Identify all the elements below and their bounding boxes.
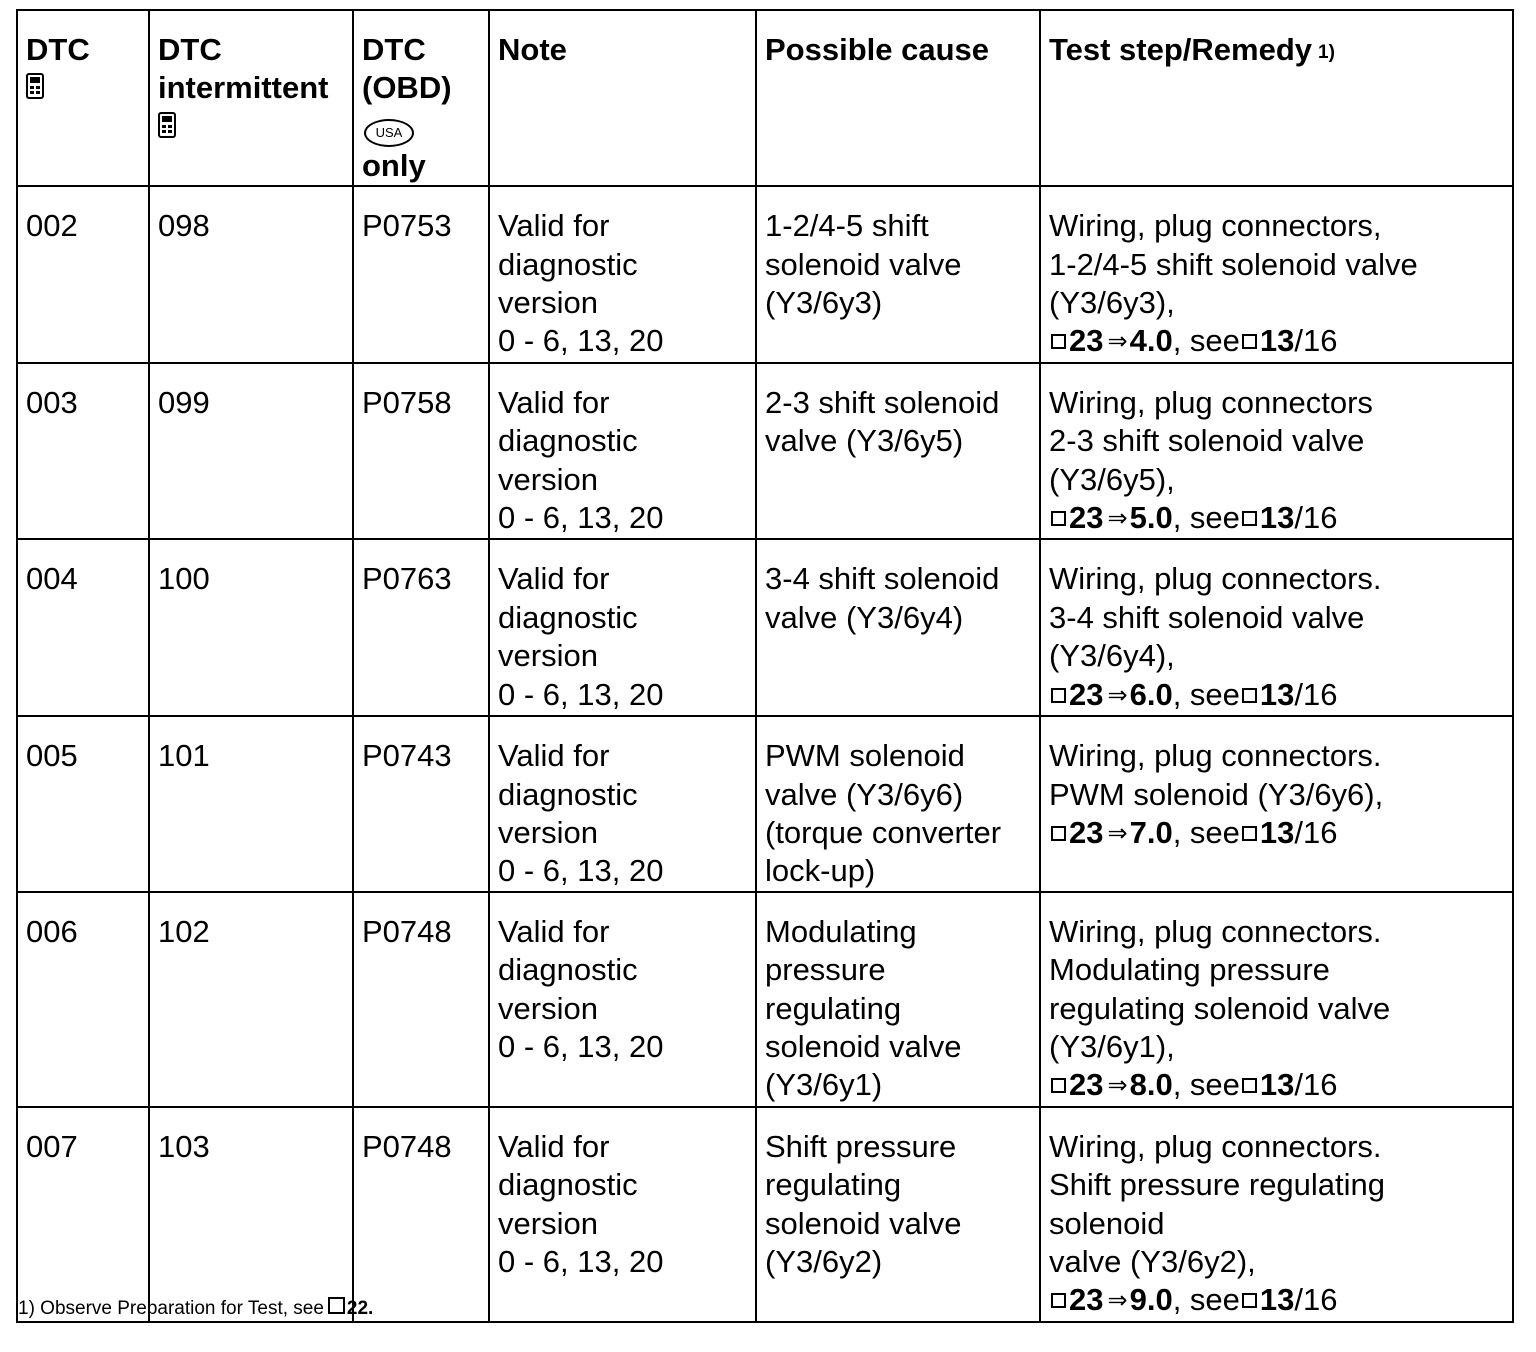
- note-cell: Valid for diagnostic version 0 - 6, 13, 20: [489, 539, 756, 716]
- test-reference: [1049, 814, 1504, 853]
- doc-ref-box-icon: [1242, 1293, 1257, 1308]
- ref-step: 4.0: [1129, 323, 1173, 359]
- test-step-cell: Wiring, plug connectors. Modulating pressure regulating solenoid valve (Y3/6y1), 23 ⇒8.0, see 13/16: [1040, 892, 1513, 1107]
- dtc-code: 004: [17, 539, 149, 716]
- header-possible-cause: Possible cause: [756, 10, 1040, 186]
- doc-ref-box-icon: [1242, 826, 1257, 841]
- ref-doc: 13: [1259, 323, 1295, 359]
- possible-cause-cell: 2-3 shift solenoid valve (Y3/6y5): [756, 363, 1040, 540]
- test-reference: [1049, 1281, 1504, 1320]
- possible-cause-cell: 3-4 shift solenoid valve (Y3/6y4): [756, 539, 1040, 716]
- footnote-marker: 1): [1318, 42, 1335, 63]
- table-row: [17, 1107, 1513, 1322]
- header-test-step: Test step/Remedy 1): [1040, 10, 1513, 186]
- ref-doc: 13: [1259, 1067, 1295, 1103]
- see-label: , see: [1172, 1282, 1240, 1318]
- dtc-code: 002: [17, 186, 149, 363]
- page-ref-box-icon: [1051, 511, 1066, 526]
- ref-page: 23: [1069, 1282, 1104, 1318]
- dtc-obd-code: P0748: [353, 892, 489, 1107]
- possible-cause-cell: 1-2/4-5 shift solenoid valve (Y3/6y3): [756, 186, 1040, 363]
- ref-step: 9.0: [1129, 1282, 1173, 1318]
- ref-doc-page: /16: [1294, 1282, 1338, 1318]
- doc-ref-box-icon: [1242, 688, 1257, 703]
- dtc-intermittent-code: 100: [149, 539, 353, 716]
- note-cell: Valid for diagnostic version 0 - 6, 13, 20: [489, 186, 756, 363]
- test-reference: [1049, 676, 1504, 715]
- ref-doc: 13: [1259, 1282, 1295, 1318]
- ref-doc: 13: [1259, 814, 1295, 850]
- table-row: [17, 539, 1513, 716]
- possible-cause-cell: Modulating pressure regulating solenoid valve (Y3/6y1): [756, 892, 1040, 1107]
- arrow-right-icon: ⇒: [1107, 819, 1128, 847]
- ref-page: 23: [1069, 323, 1104, 359]
- table-row: [17, 716, 1513, 892]
- see-label: , see: [1172, 323, 1240, 359]
- ref-doc-page: /16: [1294, 1067, 1338, 1103]
- note-cell: Valid for diagnostic version 0 - 6, 13, 20: [489, 892, 756, 1107]
- dtc-intermittent-code: 103: [149, 1107, 353, 1322]
- possible-cause-cell: PWM solenoid valve (Y3/6y6) (torque converter lock-up): [756, 716, 1040, 892]
- dtc-obd-code: P0763: [353, 539, 489, 716]
- test-step-cell: Wiring, plug connectors. Shift pressure regulating solenoid valve (Y3/6y2), 23 ⇒9.0, see 13/16: [1040, 1107, 1513, 1322]
- dtc-code: 003: [17, 363, 149, 540]
- tester-icon: [26, 73, 44, 99]
- dtc-intermittent-code: 101: [149, 716, 353, 892]
- ref-step: 8.0: [1129, 1067, 1173, 1103]
- arrow-right-icon: ⇒: [1107, 1072, 1128, 1100]
- usa-badge-icon: USA: [364, 119, 414, 147]
- test-step-cell: Wiring, plug connectors. PWM solenoid (Y3/6y6), 23 ⇒7.0, see 13/16: [1040, 716, 1513, 892]
- test-reference: [1049, 322, 1504, 361]
- note-cell: Valid for diagnostic version 0 - 6, 13, 20: [489, 1107, 756, 1322]
- dtc-obd-code: P0753: [353, 186, 489, 363]
- ref-page: 23: [1069, 1067, 1104, 1103]
- arrow-right-icon: ⇒: [1107, 681, 1128, 709]
- header-dtc: DTC: [17, 10, 149, 186]
- dtc-intermittent-code: 098: [149, 186, 353, 363]
- ref-page: 23: [1069, 814, 1104, 850]
- ref-page: 23: [1069, 676, 1104, 712]
- tester-icon: [158, 112, 176, 138]
- test-step-cell: Wiring, plug connectors, 1-2/4-5 shift solenoid valve (Y3/6y3), 23 ⇒4.0, see 13/16: [1040, 186, 1513, 363]
- ref-doc: 13: [1259, 676, 1295, 712]
- table-row: [17, 186, 1513, 363]
- dtc-intermittent-code: 099: [149, 363, 353, 540]
- table-header-row: [17, 10, 1513, 186]
- test-reference: [1049, 1066, 1504, 1105]
- note-cell: Valid for diagnostic version 0 - 6, 13, 20: [489, 716, 756, 892]
- ref-step: 5.0: [1129, 500, 1173, 536]
- possible-cause-cell: Shift pressure regulating solenoid valve (Y3/6y2): [756, 1107, 1040, 1322]
- doc-ref-box-icon: [1242, 334, 1257, 349]
- see-label: , see: [1172, 814, 1240, 850]
- ref-step: 7.0: [1129, 814, 1173, 850]
- dtc-obd-code: P0758: [353, 363, 489, 540]
- page-ref-box-icon: [1051, 1078, 1066, 1093]
- ref-page: 23: [1069, 500, 1104, 536]
- dtc-code: 007: [17, 1107, 149, 1322]
- doc-ref-box-icon: [1242, 511, 1257, 526]
- ref-step: 6.0: [1129, 676, 1173, 712]
- arrow-right-icon: ⇒: [1107, 505, 1128, 533]
- page-ref-box-icon: [1051, 1293, 1066, 1308]
- table-row: [17, 363, 1513, 540]
- header-dtc-obd: DTC (OBD) USA only: [353, 10, 489, 186]
- ref-doc-page: /16: [1294, 676, 1338, 712]
- page-ref-box-icon: [1051, 688, 1066, 703]
- dtc-obd-code: P0743: [353, 716, 489, 892]
- ref-doc-page: /16: [1294, 814, 1338, 850]
- arrow-right-icon: ⇒: [1107, 1287, 1128, 1315]
- page-ref-box-icon: [1051, 334, 1066, 349]
- header-note: Note: [489, 10, 756, 186]
- page-ref-box-icon: [1051, 826, 1066, 841]
- dtc-intermittent-code: 102: [149, 892, 353, 1107]
- dtc-code: 005: [17, 716, 149, 892]
- ref-doc-page: /16: [1294, 500, 1338, 536]
- dtc-code: 006: [17, 892, 149, 1107]
- ref-doc: 13: [1259, 500, 1295, 536]
- page-ref-box-icon: [328, 1297, 345, 1314]
- test-reference: [1049, 499, 1504, 538]
- dtc-table: [16, 9, 1514, 1323]
- table-row: [17, 892, 1513, 1107]
- footnote: 1) Observe Preparation for Test, see 22.: [18, 1298, 374, 1319]
- ref-doc-page: /16: [1294, 323, 1338, 359]
- test-step-cell: Wiring, plug connectors 2-3 shift solenoid valve (Y3/6y5), 23 ⇒5.0, see 13/16: [1040, 363, 1513, 540]
- note-cell: Valid for diagnostic version 0 - 6, 13, 20: [489, 363, 756, 540]
- test-step-cell: Wiring, plug connectors. 3-4 shift solenoid valve (Y3/6y4), 23 ⇒6.0, see 13/16: [1040, 539, 1513, 716]
- doc-ref-box-icon: [1242, 1078, 1257, 1093]
- arrow-right-icon: ⇒: [1107, 328, 1128, 356]
- see-label: , see: [1172, 500, 1240, 536]
- see-label: , see: [1172, 676, 1240, 712]
- see-label: , see: [1172, 1067, 1240, 1103]
- header-dtc-intermittent: DTC intermittent: [149, 10, 353, 186]
- dtc-obd-code: P0748: [353, 1107, 489, 1322]
